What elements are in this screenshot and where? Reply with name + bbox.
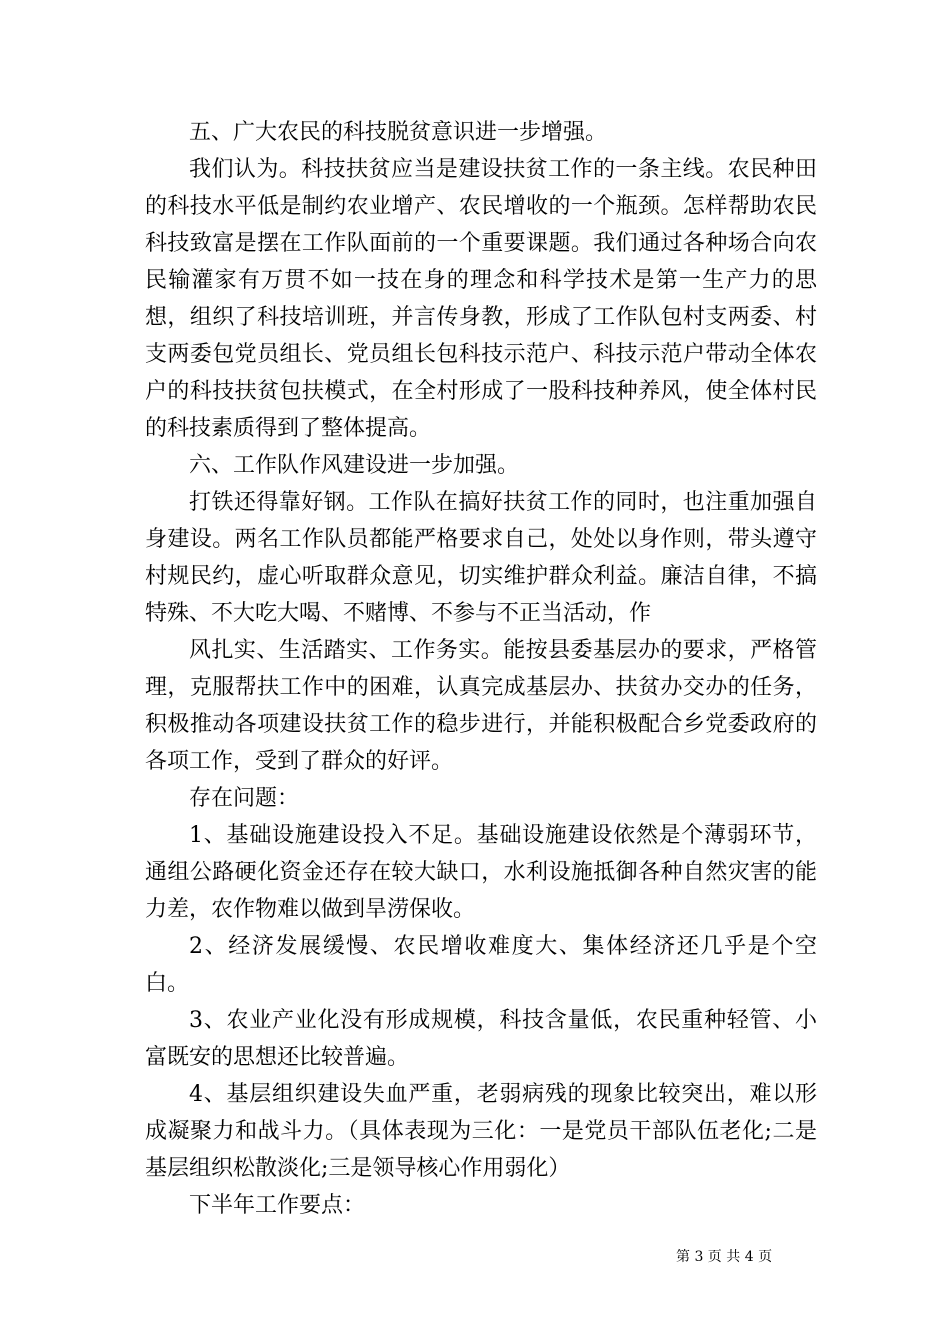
paragraph-problem-1: 1、基础设施建设投入不足。基础设施建设依然是个薄弱环节，通组公路硬化资金还存在较大缺口，水利设施抵御各种自然灾害的能力差，农作物难以做到旱涝保收。 (145, 823, 817, 922)
paragraph-tech-poverty: 我们认为。科技扶贫应当是建设扶贫工作的一条主线。农民种田的科技水平低是制约农业增产、农民增收的一个瓶颈。怎样帮助农民科技致富是摆在工作队面前的一个重要课题。我们通过各种场合向农民输灌家有万贯不如一技在身的理念和科学技术是第一生产力的思想，组织了科技培训班，并言传身教，形成了工作队包村支两委、村支两委包党员组长、党员组长包科技示范户、科技示范户带动全体农户的科技扶贫包扶模式，在全村形成了一股科技种养风，使全体村民的科技素质得到了整体提高。 (145, 157, 817, 441)
paragraph-heading-5: 五、广大农民的科技脱贫意识进一步增强。 (189, 120, 608, 145)
paragraph-problem-2: 2、经济发展缓慢、农民增收难度大、集体经济还几乎是个空白。 (145, 934, 817, 996)
paragraph-problems-heading: 存在问题： (189, 786, 300, 811)
paragraph-next-half-heading: 下半年工作要点： (189, 1193, 366, 1218)
paragraph-work-style-continued: 风扎实、生活踏实、工作务实。能按县委基层办的要求，严格管理，克服帮扶工作中的困难，认真完成基层办、扶贫办交办的任务，积极推动各项建设扶贫工作的稳步进行，并能积极配合乡党委政府的各项工作，受到了群众的好评。 (145, 638, 817, 774)
paragraph-problem-4: 4、基层组织建设失血严重，老弱病残的现象比较突出，难以形成凝聚力和战斗力。（具体表现为三化：一是党员干部队伍老化;二是基层组织松散淡化;三是领导核心作用弱化） (145, 1082, 817, 1181)
page-number: 第 3 页 共 4 页 (676, 1249, 773, 1265)
document-body (145, 114, 817, 1224)
paragraph-work-style: 打铁还得靠好钢。工作队在搞好扶贫工作的同时，也注重加强自身建设。两名工作队员都能严格要求自己，处处以身作则，带头遵守村规民约，虚心听取群众意见，切实维护群众利益。廉洁自律，不搞特殊、不大吃大喝、不赌博、不参与不正当活动，作 (145, 490, 817, 626)
paragraph-heading-6: 六、工作队作风建设进一步加强。 (189, 453, 520, 478)
paragraph-problem-3: 3、农业产业化没有形成规模，科技含量低，农民重种轻管、小富既安的思想还比较普遍。 (145, 1008, 817, 1070)
